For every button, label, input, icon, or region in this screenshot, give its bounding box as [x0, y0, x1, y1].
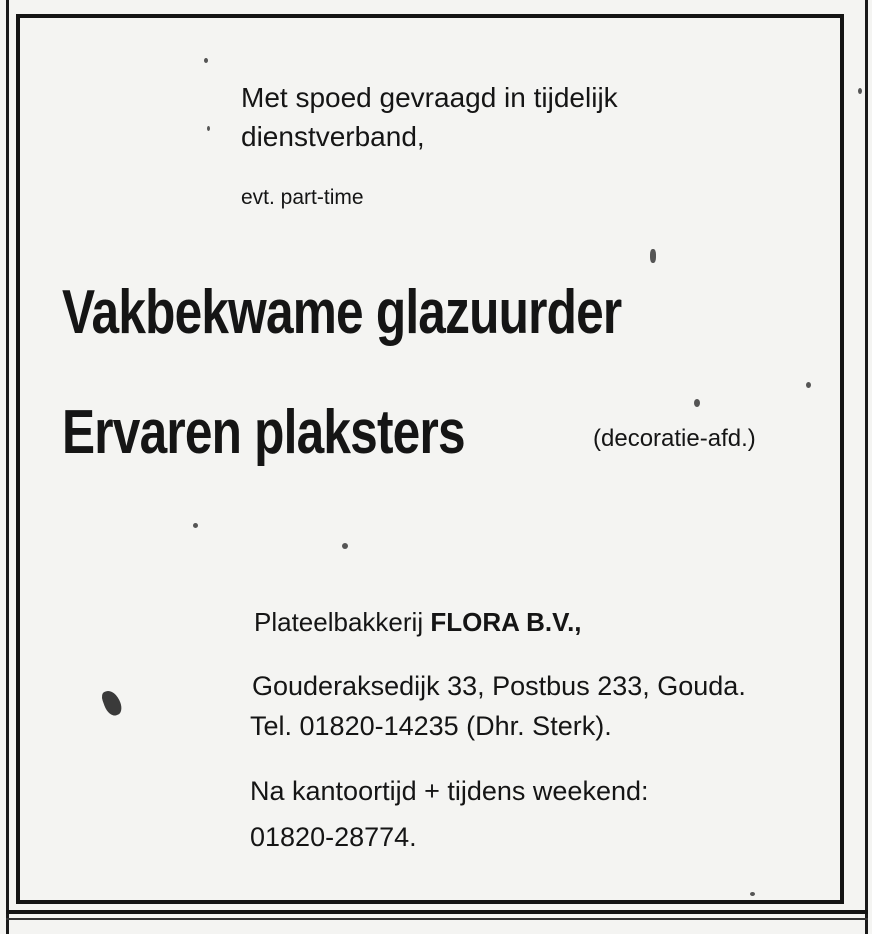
bottom-rule-thin — [6, 918, 868, 920]
contact-phone: Tel. 01820-14235 (Dhr. Sterk). — [250, 711, 612, 741]
print-speck — [694, 399, 700, 407]
print-speck — [342, 543, 348, 549]
bottom-rule — [6, 910, 868, 914]
left-column-rule — [6, 0, 9, 934]
department-note: (decoratie-afd.) — [593, 425, 756, 452]
company-address: Gouderaksedijk 33, Postbus 233, Gouda. — [252, 671, 746, 701]
position-title-glazuurder: Vakbekwame glazuurder — [62, 278, 622, 347]
print-speck — [750, 892, 755, 896]
print-speck — [806, 382, 811, 388]
print-speck — [858, 88, 862, 94]
intro-line-2: dienstverband, — [241, 121, 425, 152]
print-speck — [207, 126, 210, 131]
right-column-rule — [865, 0, 868, 934]
print-speck — [193, 523, 198, 528]
intro-line-1: Met spoed gevraagd in tijdelijk — [241, 82, 618, 113]
company-line — [254, 604, 582, 640]
position-title-plaksters: Ervaren plaksters — [62, 398, 465, 467]
print-speck — [204, 58, 208, 63]
after-hours-label: Na kantoortijd + tijdens weekend: — [250, 776, 649, 806]
company-name: FLORA B.V., — [430, 607, 582, 637]
intro-text — [241, 78, 618, 156]
company-prefix: Plateelbakkerij — [254, 607, 424, 637]
part-time-note: evt. part-time — [241, 186, 364, 209]
print-speck — [650, 249, 656, 263]
after-hours-phone: 01820-28774. — [250, 822, 417, 852]
